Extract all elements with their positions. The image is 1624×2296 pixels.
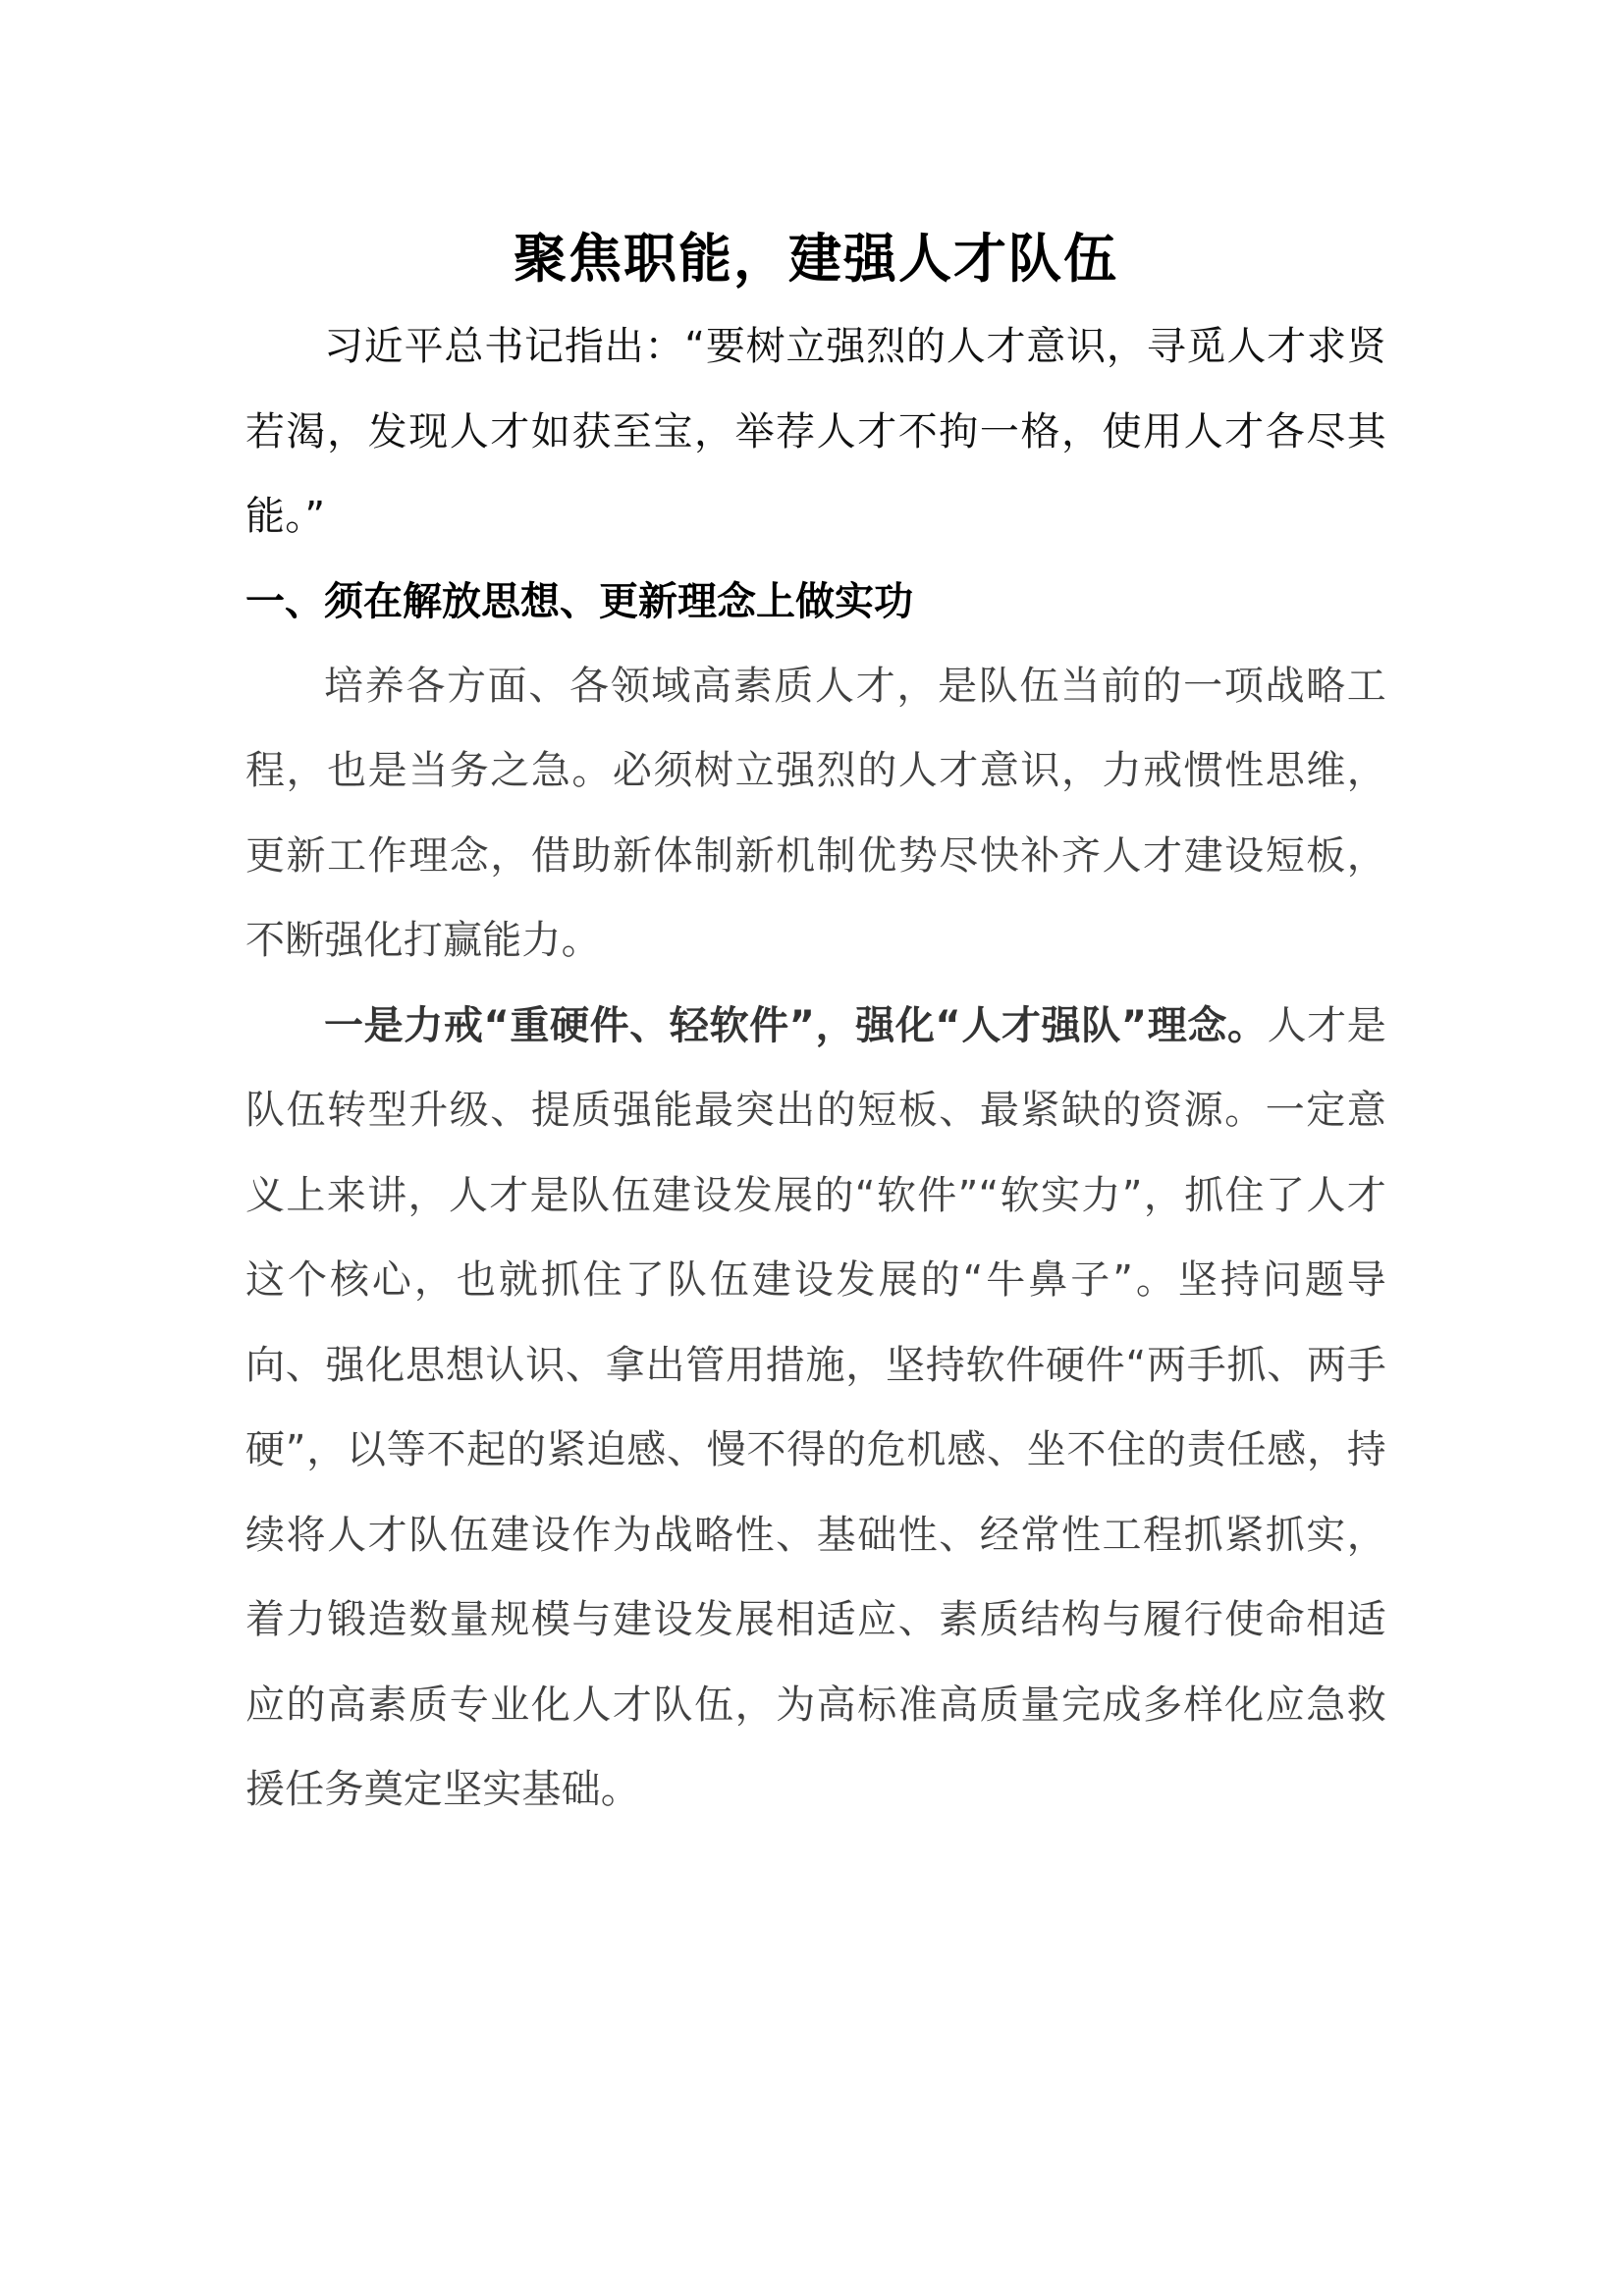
intro-quote-paragraph: 习近平总书记指出：“要树立强烈的人才意识，寻觅人才求贤若渴，发现人才如获至宝，举荐人才不拘一格，使用人才各尽其能。”: [245, 324, 1386, 539]
paragraph-lead-bold: 一是力戒“重硬件、轻软件”，强化“人才强队”理念。: [324, 1002, 1268, 1048]
body-paragraph: [245, 644, 1386, 984]
paragraph-text: 人才是队伍转型升级、提质强能最突出的短板、最紧缺的资源。一定意义上来讲，人才是队伍建设发展的“软件”“软实力”，抓住了人才这个核心，也就抓住了队伍建设发展的“牛鼻子”。坚持问题导向、强化思想认识、拿出管用措施，坚持软件硬件“两手抓、两手硬”，以等不起的紧迫感、慢不得的危机感、坐不住的责任感，持续将人才队伍建设作为战略性、基础性、经常性工程抓紧抓实，着力锻造数量规模与建设发展相适应、素质结构与履行使命相适应的高素质专业化人才队伍，为高标准高质量完成多样化应急救援任务奠定坚实基础。: [245, 1002, 1386, 1812]
document-title: 聚焦职能，建强人才队伍: [514, 228, 1118, 290]
document-page: [245, 218, 1386, 1833]
body-paragraph: [245, 984, 1386, 1833]
section-heading: 一、须在解放思想、更新理念上做实功: [245, 578, 913, 624]
paragraph-text: 培养各方面、各领域高素质人才，是队伍当前的一项战略工程，也是当务之急。必须树立强烈的人才意识，力戒惯性思维，更新工作理念，借助新体制新机制优势尽快补齐人才建设短板，不断强化打赢能力。: [245, 663, 1386, 963]
